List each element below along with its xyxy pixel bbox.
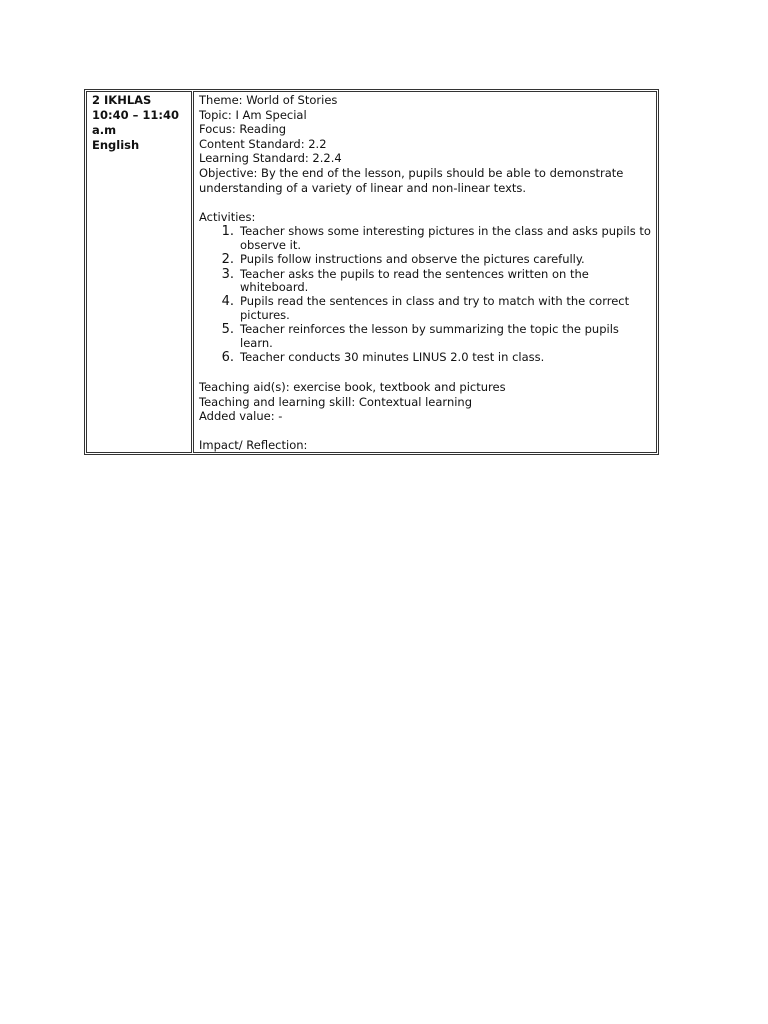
activity-number: 3. [221,266,234,282]
content-standard-line: Content Standard: 2.2 [199,136,327,151]
activity-text: Teacher reinforces the lesson by summarizing the topic the pupils learn. [240,322,619,350]
subject-name: English [92,138,140,152]
spacer [199,424,652,439]
class-name: 2 IKHLAS [92,93,152,107]
lesson-plan-table [84,89,659,455]
list-item [199,351,652,364]
lesson-details-cell [193,91,657,453]
activity-number: 6. [221,350,234,365]
list-item [199,323,652,350]
spacer [199,195,652,210]
activity-text: Pupils follow instructions and observe the pictures carefully. [240,252,585,267]
activity-text: Teacher asks the pupils to read the sentences written on the whiteboard. [240,266,589,294]
added-value-line: Added value: - [199,409,283,424]
activities-heading: Activities: [199,209,256,224]
focus-line: Focus: Reading [199,122,287,137]
list-item [199,268,652,295]
activity-text: Teacher conducts 30 minutes LINUS 2.0 test in class. [240,350,545,364]
lesson-plan-row [86,91,657,453]
activity-number: 1. [221,224,234,240]
lesson-info-cell [86,91,192,453]
list-item [199,253,652,266]
activities-list [199,225,652,364]
objective-line: Objective: By the end of the lesson, pupils should be able to demonstrate understanding of a variety of linear and non-linear texts. [199,165,628,195]
topic-line: Topic: I Am Special [199,107,307,122]
impact-reflection-line: Impact/ Reflection: [199,438,308,453]
teaching-skill-line: Teaching and learning skill: Contextual learning [199,394,473,409]
activity-number: 5. [221,322,234,338]
teaching-aids-line: Teaching aid(s): exercise book, textbook and pictures [199,380,506,394]
list-item [199,225,652,252]
activity-text: Teacher shows some interesting pictures in the class and asks pupils to observe it. [240,224,651,252]
theme-line: Theme: World of Stories [199,93,338,107]
activity-number: 2. [221,252,234,268]
list-item [199,295,652,322]
learning-standard-line: Learning Standard: 2.2.4 [199,151,342,166]
spacer [199,365,652,380]
lesson-time: 10:40 – 11:40 a.m [92,108,183,137]
activity-text: Pupils read the sentences in class and try to match with the correct pictures. [240,294,630,322]
activity-number: 4. [221,294,234,310]
